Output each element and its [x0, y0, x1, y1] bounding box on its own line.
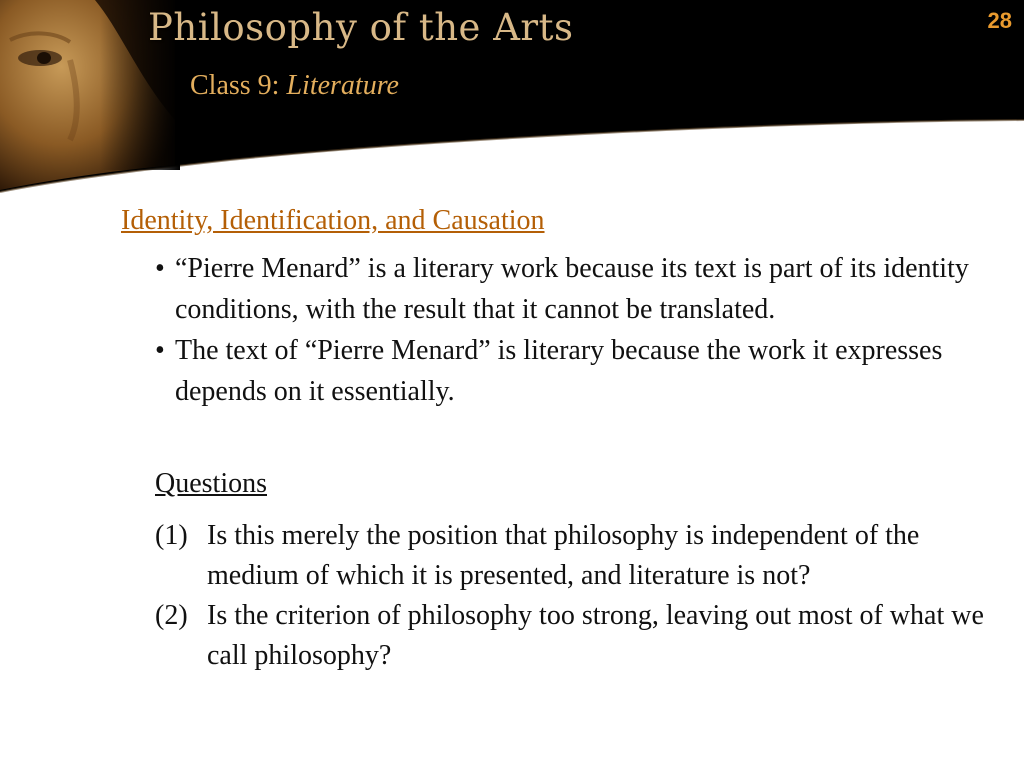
bullet-item [155, 330, 1005, 412]
question-number: (2) [155, 600, 188, 631]
question-number: (1) [155, 520, 188, 551]
page-number: 28 [987, 8, 1012, 33]
class-topic: Literature [286, 70, 399, 101]
bullet-marker: • [155, 335, 165, 366]
question-item [155, 516, 1005, 596]
question-list [155, 516, 1005, 676]
bullet-marker: • [155, 253, 165, 284]
question-item [155, 596, 1005, 676]
section-heading-link[interactable]: Identity, Identification, and Causation [121, 205, 545, 236]
slide-header [0, 0, 1024, 210]
class-prefix: Class 9: [190, 70, 280, 101]
bullet-text: “Pierre Menard” is a literary work because its text is part of its identity conditions, with the result that it cannot be translated. [175, 253, 969, 325]
class-label [190, 70, 399, 102]
questions-heading: Questions [155, 468, 267, 499]
deck-title: Philosophy of the Arts [148, 6, 574, 49]
question-text: Is this merely the position that philosophy is independent of the medium of which it is presented, and literature is not? [207, 520, 920, 591]
bullet-item [155, 248, 1005, 330]
question-text: Is the criterion of philosophy too strong, leaving out most of what we call philosophy? [207, 600, 984, 671]
bullet-text: The text of “Pierre Menard” is literary because the work it expresses depends on it essentially. [175, 335, 943, 407]
bullet-list [155, 248, 1005, 412]
